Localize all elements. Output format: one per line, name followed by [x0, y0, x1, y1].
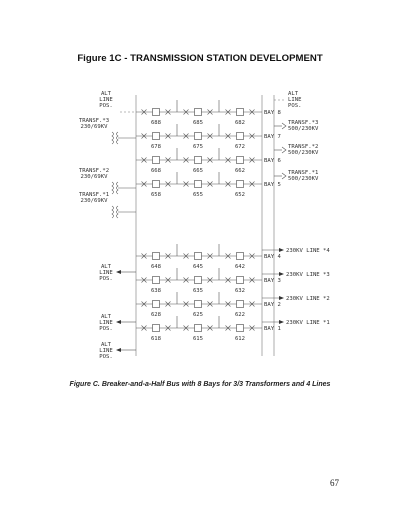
breaker-1	[195, 253, 202, 260]
alt-line-left-2-1: LINE	[99, 320, 113, 326]
transformer-left-3	[112, 132, 136, 144]
breaker-0	[153, 253, 160, 260]
alt-line-top-right-2: POS.	[288, 103, 302, 109]
bay-label: BAY 7	[264, 134, 281, 140]
breaker-2	[237, 181, 244, 188]
breaker-2	[237, 277, 244, 284]
breaker-1	[195, 325, 202, 332]
transformer-right-2	[274, 147, 286, 153]
bay-row-4	[136, 244, 281, 270]
breaker-label: 682	[234, 120, 246, 126]
breaker-label: 622	[234, 312, 246, 318]
breaker-1	[195, 109, 202, 116]
alt-line-arrow-left-2	[116, 320, 136, 324]
transf2-right-1: 500/230KV	[288, 150, 319, 156]
breaker-label: 662	[234, 168, 246, 174]
breaker-2	[237, 253, 244, 260]
breaker-1	[195, 157, 202, 164]
alt-line-arrow-left-1	[116, 270, 136, 274]
coil	[112, 182, 118, 194]
arrow-head	[279, 296, 284, 300]
bay-row-3	[136, 268, 281, 294]
arrow-head	[116, 270, 121, 274]
line-label: 230KV LINE *3	[286, 272, 330, 278]
alt-line-top-left-1: LINE	[99, 97, 113, 103]
bay-row-6	[136, 148, 281, 174]
transformer-right-1	[274, 173, 286, 179]
transf1-right-0: TRANSF.*1	[288, 170, 319, 176]
breaker-2	[237, 133, 244, 140]
bay-label: BAY 1	[264, 326, 281, 332]
bay-label: BAY 8	[264, 110, 281, 116]
figure-caption: Figure C. Breaker-and-a-Half Bus with 8 Bays for 3/3 Transformers and 4 Lines	[69, 381, 331, 388]
transf2-left-0: TRANSF.*2	[78, 168, 110, 174]
transf2-left-1: 230/69KV	[80, 174, 108, 180]
alt-line-left-2-0: ALT	[100, 314, 112, 320]
breaker-0	[153, 157, 160, 164]
breaker-label: 672	[234, 144, 246, 150]
bay-label: BAY 2	[264, 302, 281, 308]
transf1-right-1: 500/230KV	[288, 176, 319, 182]
arrow-head	[279, 320, 284, 324]
arrow-head	[116, 348, 121, 352]
breaker-label: 645	[192, 264, 204, 270]
transformer-left-2	[112, 182, 136, 194]
bays-group	[136, 100, 281, 342]
bay-label: BAY 3	[264, 278, 281, 284]
breaker-1	[195, 133, 202, 140]
alt-line-left-3-0: ALT	[100, 342, 112, 348]
breaker-label: 612	[234, 336, 246, 342]
line-label: 230KV LINE *1	[286, 320, 330, 326]
alt-line-left-3-1: LINE	[99, 348, 113, 354]
breaker-label: 675	[192, 144, 204, 150]
line-label: 230KV LINE *4	[286, 248, 330, 254]
coil	[112, 206, 118, 218]
breaker-2	[237, 325, 244, 332]
bay-label: BAY 4	[264, 254, 281, 260]
breaker-label: 618	[150, 336, 162, 342]
bay-label: BAY 5	[264, 182, 281, 188]
transf1-left-1: 230/69KV	[80, 198, 108, 204]
breaker-0	[153, 325, 160, 332]
breaker-label: 688	[150, 120, 162, 126]
transf3-right-0: TRANSF.*3	[288, 120, 319, 126]
arrow-head	[116, 320, 121, 324]
alt-line-left-1-0: ALT	[100, 264, 112, 270]
breaker-label: 635	[192, 288, 204, 294]
figure-title: Figure 1C - TRANSMISSION STATION DEVELOPMENT	[77, 53, 323, 64]
bay-label: BAY 6	[264, 158, 281, 164]
arrow	[282, 147, 286, 153]
breaker-0	[153, 301, 160, 308]
breaker-0	[153, 133, 160, 140]
breaker-label: 685	[192, 120, 204, 126]
arrow	[282, 173, 286, 179]
alt-line-top-right-0: ALT	[288, 91, 299, 97]
breaker-label: 678	[150, 144, 162, 150]
bay-row-1	[136, 316, 281, 342]
breaker-label: 665	[192, 168, 204, 174]
breaker-label: 642	[234, 264, 246, 270]
breaker-2	[237, 301, 244, 308]
alt-line-arrow-left-3	[116, 348, 136, 352]
breaker-1	[195, 181, 202, 188]
breaker-label: 615	[192, 336, 204, 342]
breaker-label: 658	[150, 192, 162, 198]
bay-row-2	[136, 292, 281, 318]
breaker-0	[153, 109, 160, 116]
transf1-left-0: TRANSF.*1	[78, 192, 110, 198]
alt-line-top-right-1: LINE	[288, 97, 302, 103]
breaker-label: 632	[234, 288, 246, 294]
transf3-left-1: 230/69KV	[80, 124, 108, 130]
breaker-label: 668	[150, 168, 162, 174]
breaker-2	[237, 109, 244, 116]
breaker-2	[237, 157, 244, 164]
breaker-1	[195, 301, 202, 308]
bay-row-7	[136, 124, 281, 150]
breaker-label: 638	[150, 288, 162, 294]
arrow-head	[279, 248, 284, 252]
bay-row-8	[136, 100, 281, 126]
alt-line-top-left-2: POS.	[99, 103, 113, 109]
transf2-right-0: TRANSF.*2	[288, 144, 319, 150]
breaker-label: 628	[150, 312, 162, 318]
coil	[112, 132, 118, 144]
arrow	[282, 123, 286, 129]
alt-line-left-2-2: POS.	[99, 326, 113, 332]
breaker-1	[195, 277, 202, 284]
breaker-label: 655	[192, 192, 204, 198]
alt-line-left-1-2: POS.	[99, 276, 113, 282]
arrow-head	[279, 272, 284, 276]
transformer-left-1	[112, 206, 136, 218]
breaker-0	[153, 277, 160, 284]
breaker-label: 652	[234, 192, 246, 198]
breaker-label: 648	[150, 264, 162, 270]
breaker-label: 625	[192, 312, 204, 318]
transf3-right-1: 500/230KV	[288, 126, 319, 132]
breaker-0	[153, 181, 160, 188]
alt-line-left-1-1: LINE	[99, 270, 113, 276]
transf3-left-0: TRANSF.*3	[78, 118, 110, 124]
labels-group	[79, 91, 331, 360]
bay-row-5	[136, 172, 281, 198]
transformer-right-3	[274, 123, 286, 129]
line-label: 230KV LINE *2	[286, 296, 330, 302]
alt-line-top-left-0: ALT	[100, 91, 112, 97]
page-number: 67	[330, 478, 339, 488]
alt-line-left-3-2: POS.	[99, 354, 113, 360]
